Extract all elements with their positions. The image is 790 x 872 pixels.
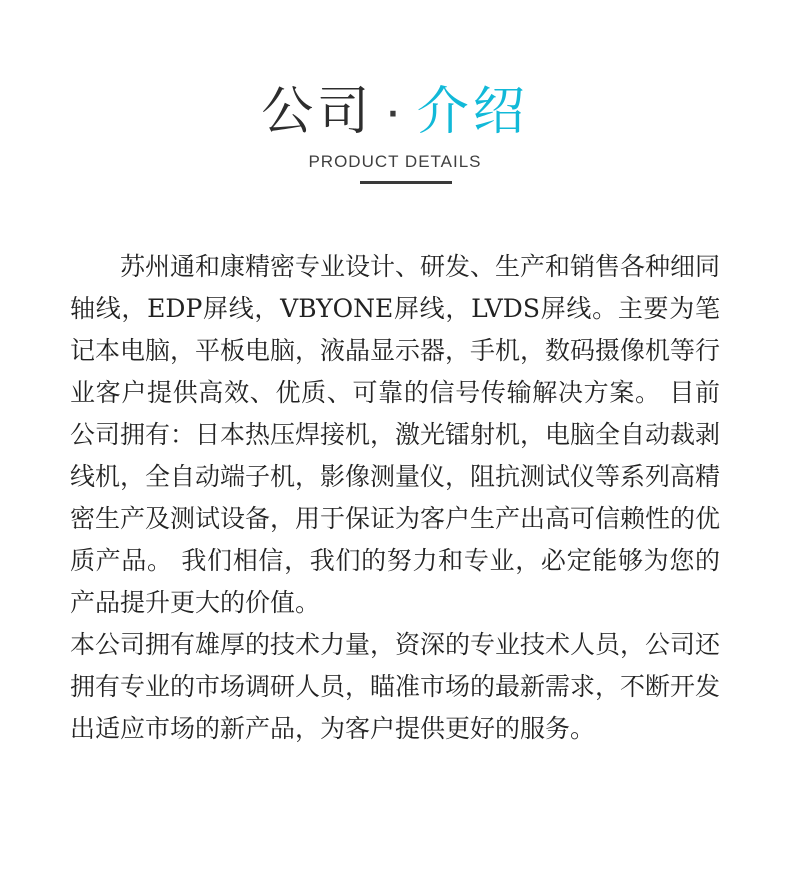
intro-paragraph-1: 苏州通和康精密专业设计、研发、生产和销售各种细同轴线，EDP屏线，VBYONE屏线，LVDS屏线。主要为笔记本电脑，平板电脑，液晶显示器，手机，数码摄像机等行业客户提供高效、优质、可靠的信号传输解决方案。 目前公司拥有：日本热压焊接机，激光镭射机，电脑全自动裁剥线机，全自动端子机，影像测量仪，阻抗测试仪等系列高精密生产及测试设备，用于保证为客户生产出高可信赖性的优质产品。 我们相信，我们的努力和专业，必定能够为您的产品提升更大的价值。 [70, 252, 721, 617]
company-intro-text [70, 246, 720, 750]
page-title [0, 80, 790, 147]
title-dot: · [387, 97, 403, 132]
title-underline-divider [360, 181, 452, 184]
title-main: 公司 [261, 82, 374, 142]
title-accent: 介绍 [416, 82, 529, 142]
intro-paragraph-2: 本公司拥有雄厚的技术力量，资深的专业技术人员，公司还拥有专业的市场调研人员，瞄准市场的最新需求，不断开发出适应市场的新产品，为客户提供更好的服务。 [70, 630, 721, 743]
subtitle: PRODUCT DETAILS [308, 152, 482, 171]
